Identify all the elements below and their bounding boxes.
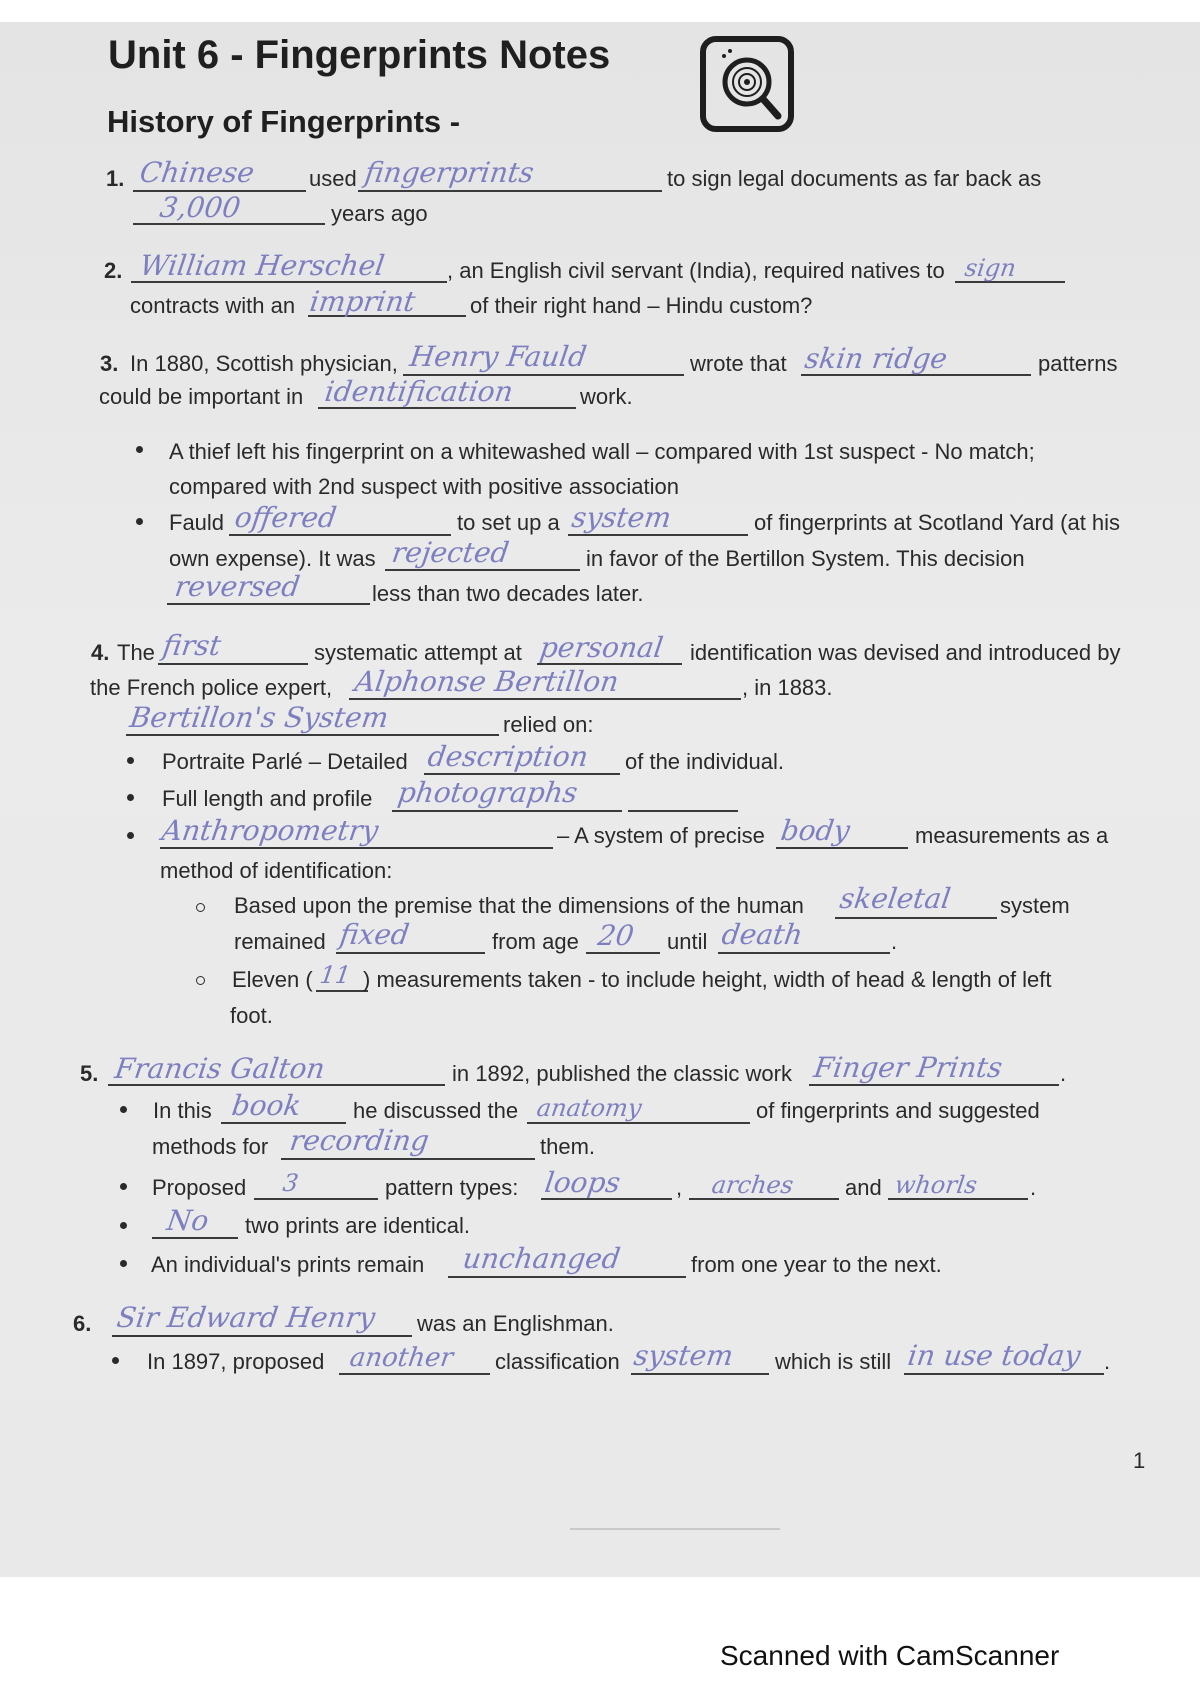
q5-answer-6: 3 — [281, 1169, 301, 1197]
q2-answer-2: sign — [963, 254, 1018, 282]
q4-blank-9 — [835, 917, 997, 919]
q4-answer-8: body — [778, 814, 852, 847]
q6-bullet-1-text-2: classification — [495, 1349, 620, 1374]
bullet — [127, 757, 134, 764]
q4-answer-5: description — [425, 740, 591, 773]
q5-answer-10: No — [164, 1204, 211, 1237]
sub-bullet — [196, 976, 205, 985]
q1-number: 1. — [106, 166, 125, 191]
q1-text-2: to sign legal documents as far back as — [667, 166, 1042, 191]
q4-blank-1 — [158, 663, 308, 665]
q3-text-1: In 1880, Scottish physician, — [130, 351, 398, 376]
q4-blank-6b — [628, 810, 738, 812]
q5-bullet-2-text-5: . — [1030, 1175, 1037, 1200]
q4-number: 4. — [91, 640, 110, 665]
q4-blank-13 — [316, 990, 368, 992]
q4-blank-12 — [718, 952, 890, 954]
q5-bullet-1-text-1: In this — [153, 1098, 212, 1123]
q3-answer-3: identification — [322, 375, 516, 408]
q5-bullet-1-text-5: them. — [540, 1134, 596, 1159]
q5-bullet-4-text-1: An individual's prints remain — [151, 1252, 425, 1277]
q6-answer-2: another — [347, 1343, 456, 1373]
bullet — [127, 794, 134, 801]
q6-answer-4: in use today — [905, 1339, 1083, 1372]
q5-bullet-2-text-1: Proposed — [152, 1175, 247, 1200]
q5-answer-1: Francis Galton — [112, 1052, 327, 1085]
q5-answer-7: loops — [542, 1166, 623, 1199]
q4-text-5: , in 1883. — [742, 675, 833, 700]
q3-bullet-2-text-5: in favor of the Bertillon System. This decision — [586, 546, 1025, 571]
q6-number: 6. — [73, 1311, 92, 1336]
q3-blank-5 — [568, 534, 748, 536]
q4-text-4: the French police expert, — [90, 675, 333, 700]
q4-bullet-3-text-3: method of identification: — [160, 858, 393, 883]
q5-bullet-4-text-2: from one year to the next. — [691, 1252, 942, 1277]
q3-blank-7 — [167, 603, 370, 605]
page-number: 1 — [1133, 1448, 1146, 1473]
q1-answer-1: Chinese — [137, 156, 257, 189]
q2-text-2: contracts with an — [130, 293, 296, 318]
q4-bullet-2-text: Full length and profile — [162, 786, 373, 811]
bullet — [127, 832, 134, 839]
q2-number: 2. — [104, 258, 123, 283]
q5-answer-8: arches — [710, 1171, 796, 1199]
q5-bullet-2-text-3: , — [676, 1175, 683, 1200]
q6-answer-1: Sir Edward Henry — [114, 1301, 378, 1334]
q4-answer-12: death — [719, 918, 805, 951]
bullet — [112, 1357, 119, 1364]
q5-bullet-3-text: two prints are identical. — [245, 1213, 470, 1238]
bullet — [136, 518, 143, 525]
q4-bullet-1-text-1: Portraite Parlé – Detailed — [162, 749, 408, 774]
q4-answer-13: 11 — [318, 961, 353, 989]
q3-bullet-2-text-3: of fingerprints at Scotland Yard (at his — [754, 510, 1121, 535]
q4-sub-1-text-3: remained — [234, 929, 326, 954]
q3-answer-2: skin ridge — [802, 342, 950, 375]
q4-text-6: relied on: — [503, 712, 594, 737]
q4-sub-1-text-5: until — [667, 929, 708, 954]
q4-text-1: The — [117, 640, 155, 665]
q3-blank-6 — [385, 569, 580, 571]
q4-blank-5 — [424, 773, 620, 775]
bullet — [120, 1260, 127, 1267]
q4-bullet-1-text-2: of the individual. — [625, 749, 784, 774]
q4-answer-2: personal — [537, 631, 666, 664]
q5-number: 5. — [80, 1061, 99, 1086]
q5-text-2: . — [1060, 1061, 1067, 1086]
q5-bullet-1-text-3: of fingerprints and suggested — [756, 1098, 1040, 1123]
q4-blank-11 — [586, 952, 660, 954]
q4-answer-11: 20 — [595, 919, 637, 952]
q3-answer-4: offered — [232, 501, 339, 534]
q5-text-1: in 1892, published the classic work — [452, 1061, 792, 1086]
q1-answer-2: fingerprints — [362, 156, 536, 189]
scanner-watermark: Scanned with CamScanner — [720, 1640, 1060, 1671]
section-heading: History of Fingerprints - — [107, 104, 461, 139]
q3-bullet-1-line-2: compared with 2nd suspect with positive association — [169, 474, 679, 499]
page-title: Unit 6 - Fingerprints Notes — [108, 33, 611, 77]
q5-answer-4: anatomy — [535, 1094, 644, 1122]
q6-blank-1 — [112, 1335, 412, 1337]
scan-smudge — [570, 1528, 780, 1530]
q2-answer-1: William Herschel — [137, 249, 387, 282]
q4-blank-3 — [349, 698, 741, 700]
q1-answer-3: 3,000 — [157, 191, 243, 224]
bullet — [120, 1222, 127, 1229]
q6-blank-2 — [339, 1373, 490, 1375]
q3-bullet-2-text-4: own expense). It was — [169, 546, 376, 571]
q4-sub-1-text-4: from age — [492, 929, 579, 954]
q4-bullet-3-text-2: measurements as a — [915, 823, 1109, 848]
q5-bullet-2-text-4: and — [845, 1175, 882, 1200]
q6-text-1: was an Englishman. — [417, 1311, 614, 1336]
q5-blank-2 — [809, 1084, 1059, 1086]
q4-answer-3: Alphonse Bertillon — [352, 665, 621, 698]
q3-answer-7: reversed — [172, 570, 302, 603]
q1-blank-2 — [358, 190, 662, 192]
q4-sub-2-text-1: Eleven ( — [232, 967, 313, 992]
q4-answer-9: skeletal — [837, 882, 953, 915]
q3-answer-5: system — [569, 501, 674, 534]
q4-text-3: identification was devised and introduced by — [690, 640, 1121, 665]
q4-bullet-3-text-1: – A system of precise — [557, 823, 765, 848]
q4-blank-7 — [160, 847, 553, 849]
q4-answer-1: first — [160, 629, 224, 662]
magnifier-fingerprint-icon — [700, 36, 794, 132]
q5-bullet-2-text-2: pattern types: — [385, 1175, 519, 1200]
sub-bullet — [196, 903, 205, 912]
q4-blank-8 — [776, 847, 908, 849]
q3-answer-1: Henry Fauld — [407, 340, 589, 373]
q5-answer-3: book — [229, 1089, 303, 1122]
q4-text-2: systematic attempt at — [314, 640, 522, 665]
q5-blank-6 — [254, 1198, 378, 1200]
q5-answer-11: unchanged — [460, 1242, 623, 1275]
q2-text-1: , an English civil servant (India), required natives to — [447, 258, 945, 283]
bullet — [136, 446, 143, 453]
q3-bullet-2-text-6: less than two decades later. — [372, 581, 644, 606]
q5-answer-9: whorls — [893, 1171, 979, 1199]
q3-bullet-1-line-1: A thief left his fingerprint on a whitewashed wall – compared with 1st suspect - No match; — [169, 439, 1035, 464]
q4-blank-10 — [336, 952, 485, 954]
q4-sub-1-text-1: Based upon the premise that the dimensions of the human — [234, 893, 804, 918]
q6-answer-3: system — [631, 1339, 736, 1372]
q4-sub-1-text-2: system — [1000, 893, 1070, 918]
q4-sub-2-text-2: ) measurements taken - to include height, width of head & length of left — [363, 967, 1052, 992]
q4-blank-4 — [126, 734, 499, 736]
q5-blank-5 — [281, 1158, 535, 1160]
q3-bullet-2-text-1: Fauld — [169, 510, 225, 535]
bullet — [120, 1183, 127, 1190]
q5-bullet-1-text-2: he discussed the — [353, 1098, 519, 1123]
q5-bullet-1-text-4: methods for — [152, 1134, 269, 1159]
q6-bullet-1-text-1: In 1897, proposed — [147, 1349, 325, 1374]
q4-answer-6: photographs — [395, 776, 580, 809]
bullet — [120, 1106, 127, 1113]
q6-bullet-1-text-3: which is still — [775, 1349, 892, 1374]
q5-blank-10 — [152, 1237, 238, 1239]
q5-blank-11 — [448, 1276, 686, 1278]
q5-answer-5: recording — [287, 1124, 432, 1157]
q4-answer-10: fixed — [337, 918, 412, 951]
q3-text-4: could be important in — [99, 384, 304, 409]
q4-sub-2-text-3: foot. — [230, 1003, 273, 1028]
q3-number: 3. — [100, 351, 119, 376]
q6-blank-3 — [631, 1373, 769, 1375]
q3-text-2: wrote that — [690, 351, 787, 376]
q4-blank-6 — [392, 810, 622, 812]
q4-answer-4: Bertillon's System — [127, 701, 391, 734]
q2-text-3: of their right hand – Hindu custom? — [470, 293, 813, 318]
q5-answer-2: Finger Prints — [811, 1051, 1005, 1084]
q3-text-3: patterns — [1038, 351, 1118, 376]
q4-answer-7: Anthropometry — [159, 814, 381, 847]
q6-bullet-1-text-4: . — [1104, 1349, 1111, 1374]
q6-blank-4 — [904, 1373, 1104, 1375]
q4-sub-1-text-6: . — [891, 929, 898, 954]
q2-answer-3: imprint — [307, 285, 418, 318]
q3-answer-6: rejected — [389, 536, 512, 569]
q1-text-3: years ago — [331, 201, 428, 226]
q3-bullet-2-text-2: to set up a — [457, 510, 560, 535]
q3-text-5: work. — [580, 384, 633, 409]
q1-text-1: used — [309, 166, 357, 191]
